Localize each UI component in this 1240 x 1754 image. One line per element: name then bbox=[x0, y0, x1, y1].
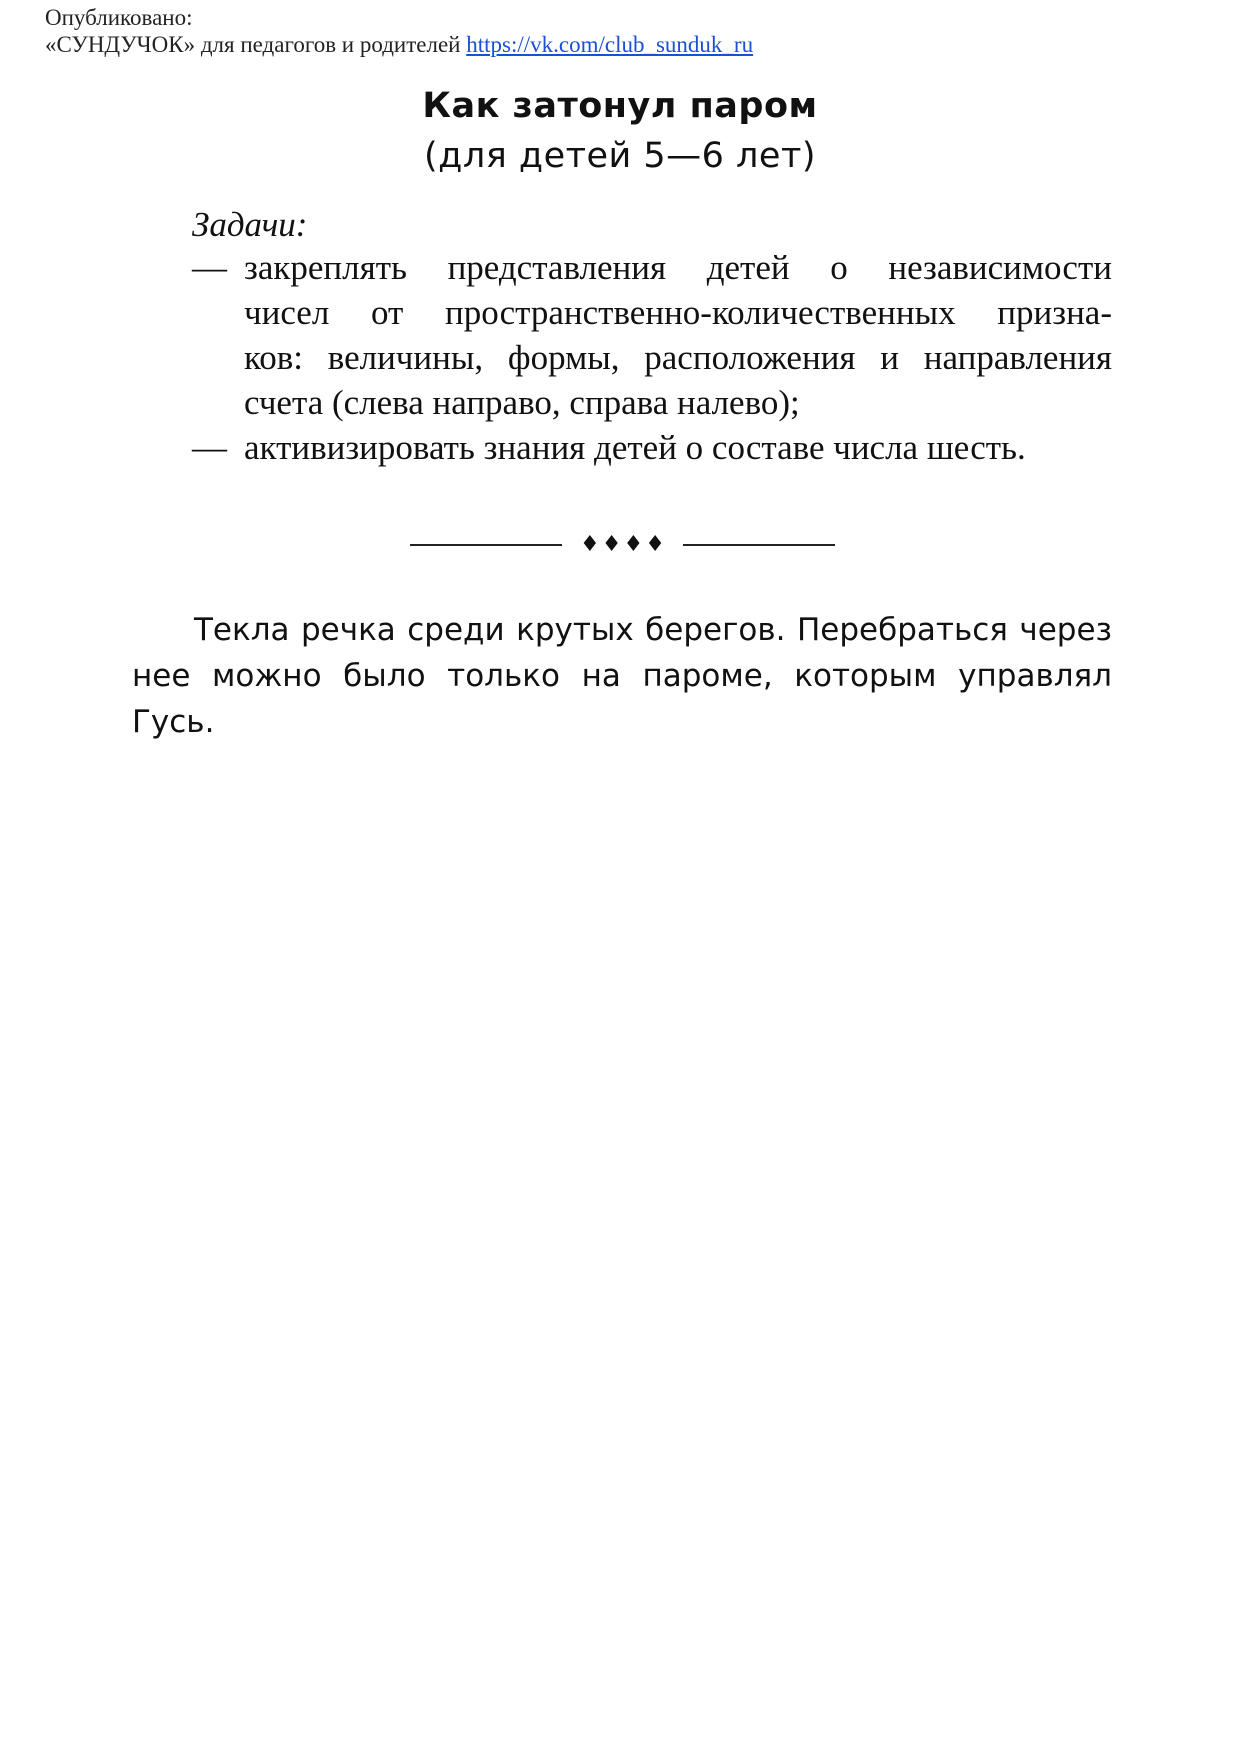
page-title: Как затонул паром bbox=[422, 86, 818, 126]
task-item bbox=[192, 245, 1112, 425]
divider-rule-left bbox=[410, 544, 562, 546]
task-line: закреплять представления детей о независимости bbox=[244, 248, 1112, 287]
vk-club-link[interactable]: https://vk.com/club_sunduk_ru bbox=[466, 32, 754, 57]
task-line: счета (слева направо, справа налево); bbox=[244, 383, 800, 422]
published-label: Опубликовано: bbox=[45, 5, 193, 30]
task-line: ков: величины, формы, расположения и направления bbox=[244, 338, 1112, 377]
task-dash: — bbox=[192, 428, 227, 467]
tasks-section bbox=[192, 202, 1112, 470]
story-line: Текла речка среди крутых берегов. Перебраться через bbox=[194, 612, 1112, 648]
tasks-heading: Задачи: bbox=[192, 205, 308, 244]
story-paragraph bbox=[132, 607, 1112, 745]
task-item bbox=[192, 425, 1112, 470]
page-subtitle: (для детей 5—6 лет) bbox=[423, 136, 817, 176]
story-line: нее можно было только на пароме, которым управлял bbox=[132, 658, 1112, 694]
divider-rule-right bbox=[683, 544, 835, 546]
section-divider bbox=[410, 530, 835, 560]
task-dash: — bbox=[192, 248, 227, 287]
task-line: активизировать знания детей о составе числа шесть. bbox=[244, 428, 1026, 467]
publisher-line bbox=[45, 31, 753, 58]
publication-header bbox=[45, 4, 753, 58]
publisher-text: «СУНДУЧОК» для педагогов и родителей bbox=[45, 32, 467, 57]
task-line: чисел от пространственно-количественных призна- bbox=[244, 293, 1112, 332]
diamond-ornament-icon: ♦♦♦♦ bbox=[580, 532, 667, 557]
story-line: Гусь. bbox=[132, 704, 215, 740]
